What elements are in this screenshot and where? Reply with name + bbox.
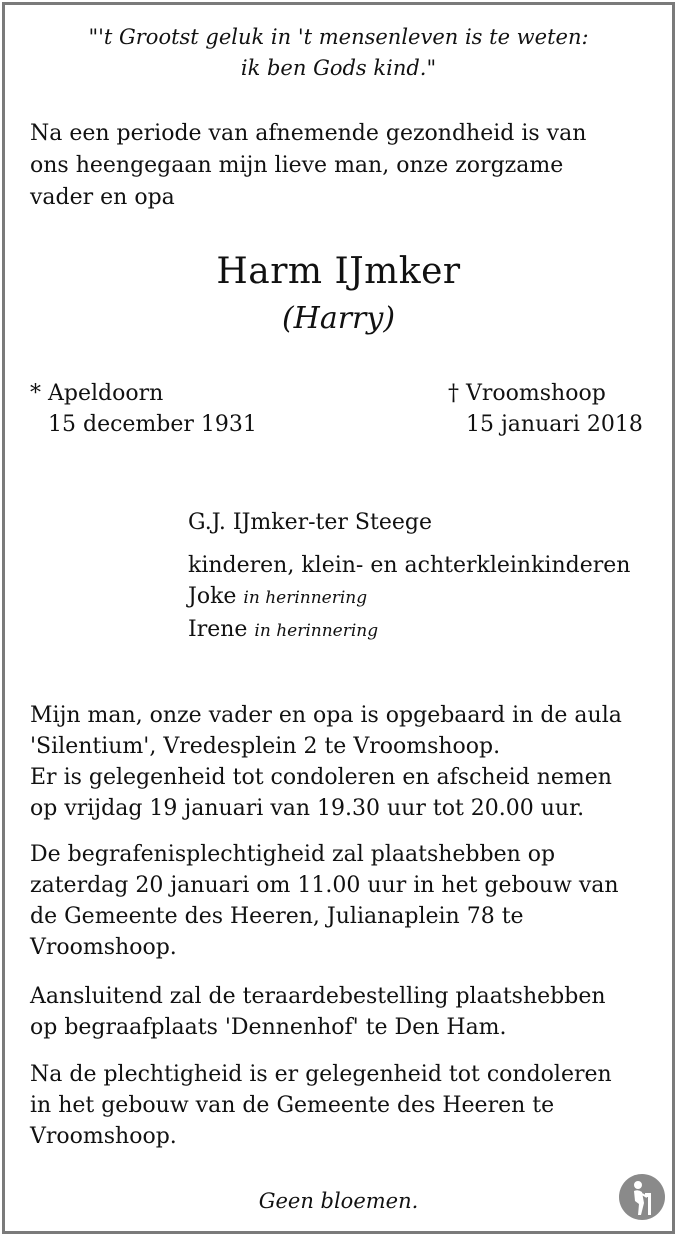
death-date: 15 januari 2018: [466, 412, 643, 437]
opening-quote: [0, 22, 677, 84]
paragraph-condolences: [30, 1059, 612, 1152]
closing-note: Geen bloemen.: [258, 1189, 419, 1213]
paragraph-line: Aansluitend zal de teraardebestelling plaatshebben: [30, 984, 606, 1009]
paragraph-line: op vrijdag 19 januari van 19.30 uur tot 20.00 uur.: [30, 796, 585, 821]
birth-info: [30, 378, 257, 440]
intro-line: Na een periode van afnemende gezondheid is van: [30, 121, 587, 146]
paragraph-line: Na de plechtigheid is er gelegenheid tot condoleren: [30, 1062, 612, 1087]
paragraph-line: zaterdag 20 januari om 11.00 uur in het gebouw van: [30, 873, 619, 898]
family-item: [188, 550, 630, 581]
quote-line: ik ben Gods kind.": [240, 56, 437, 80]
memorial-figure-icon: [618, 1173, 666, 1221]
deceased-name: Harm IJmker: [216, 251, 461, 292]
family-name: Joke: [188, 584, 237, 609]
death-place: Vroomshoop: [466, 381, 606, 406]
intro-line: vader en opa: [30, 185, 175, 210]
paragraph-line: De begrafenisplechtigheid zal plaatshebben op: [30, 842, 556, 867]
paragraph-line: Er is gelegenheid tot condoleren en afscheid nemen: [30, 765, 612, 790]
paragraph-line: op begraafplaats 'Dennenhof' te Den Ham.: [30, 1015, 507, 1040]
spouse-name: G.J. IJmker-ter Steege: [188, 510, 432, 535]
family-note: in herinnering: [243, 588, 368, 608]
family-item: [188, 581, 630, 614]
paragraph-line: de Gemeente des Heeren, Julianaplein 78 te: [30, 904, 524, 929]
intro-line: ons heengegaan mijn lieve man, onze zorgzame: [30, 153, 564, 178]
family-name: kinderen, klein- en achterkleinkinderen: [188, 553, 631, 578]
birth-date: 15 december 1931: [48, 412, 257, 437]
deceased-nickname: (Harry): [281, 301, 396, 336]
cross-icon: †: [448, 381, 459, 406]
family-list: [188, 550, 630, 647]
quote-line: "'t Grootst geluk in 't mensenleven is te weten:: [88, 25, 589, 49]
paragraph-burial: [30, 981, 606, 1043]
paragraph-viewing: [30, 700, 622, 824]
paragraph-funeral: [30, 839, 619, 963]
paragraph-line: in het gebouw van de Gemeente des Heeren te: [30, 1093, 555, 1118]
birth-place: Apeldoorn: [48, 381, 164, 406]
family-name: Irene: [188, 617, 248, 642]
death-info: [448, 378, 643, 440]
family-item: [188, 614, 630, 647]
paragraph-line: Mijn man, onze vader en opa is opgebaard in de aula: [30, 703, 622, 728]
family-note: in herinnering: [254, 621, 379, 641]
paragraph-line: Vroomshoop.: [30, 935, 177, 960]
intro-text: [30, 118, 586, 214]
paragraph-line: 'Silentium', Vredesplein 2 te Vroomshoop.: [30, 734, 501, 759]
paragraph-line: Vroomshoop.: [30, 1124, 177, 1149]
birth-symbol: *: [30, 381, 41, 406]
